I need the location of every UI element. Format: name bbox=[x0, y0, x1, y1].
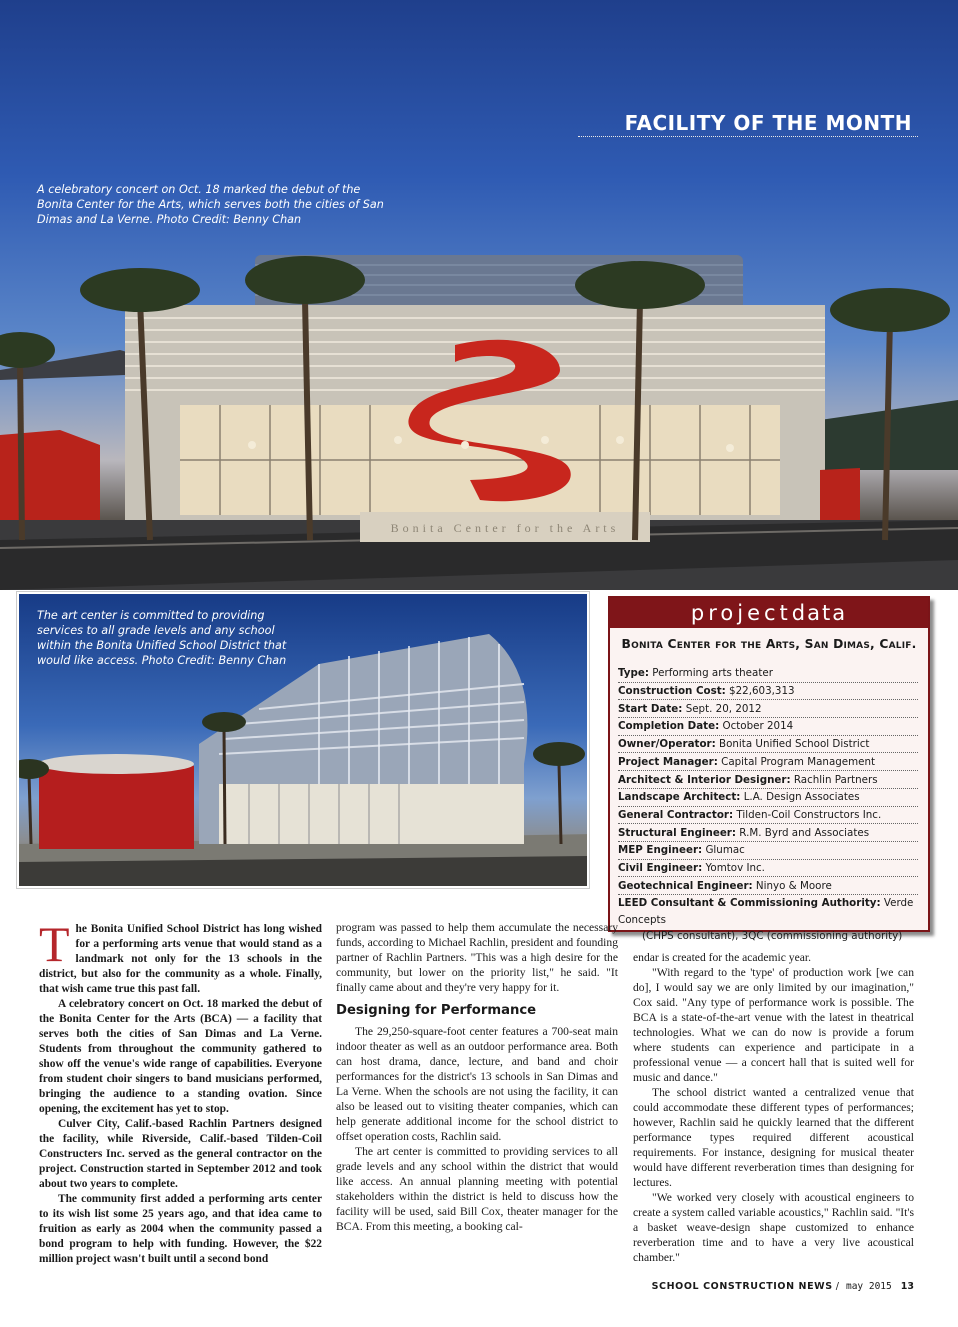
project-data-key: Project Manager: bbox=[618, 755, 718, 768]
hero-photo bbox=[0, 0, 958, 590]
article-paragraph: The 29,250-square-foot center features a 700-seat main indoor theater as well as an outdoor performance area. Both can host drama, dance, lecture, and band and choir performances for the district's 13 schools in San Dimas and La Verne. When the schools are not using the facility, it can also be leased out to visiting theater companies, which can help generate additional income for the school district to offset operation costs, Rachlin said. bbox=[336, 1025, 618, 1143]
project-data-key: Structural Engineer: bbox=[618, 826, 737, 839]
article-paragraph: "We worked very closely with acoustical engineers to create a system called variable acoustics," Rachlin said. "It's a basket weave-design shape customized to enhance reverberation time and to have a very live acoustical chamber." bbox=[633, 1191, 914, 1264]
building-sign: Bonita Center for the Arts bbox=[390, 521, 620, 535]
project-data-key: General Contractor: bbox=[618, 808, 734, 821]
page-number: 13 bbox=[900, 1281, 914, 1292]
page-footer bbox=[652, 1281, 914, 1292]
project-name: Bonita Center for the Arts, San Dimas, Calif. bbox=[621, 637, 917, 651]
article-paragraph: Culver City, Calif.-based Rachlin Partners designed the facility, while Riverside, Calif.-based Tilden-Coil Constructers Inc. served as the general contractor on the project. Construction started in September 2012 and took about two years to complete. bbox=[39, 1118, 322, 1190]
project-data-value: October 2014 bbox=[722, 720, 794, 733]
project-data-value: Sept. 20, 2012 bbox=[685, 702, 762, 715]
project-data-header bbox=[610, 598, 928, 628]
hero-caption: A celebratory concert on Oct. 18 marked the debut of the Bonita Center for the Arts, which serves both the cities of San Dimas and La Verne. Photo Credit: Benny Chan bbox=[37, 183, 384, 226]
project-data-value: Yomtov Inc. bbox=[705, 861, 765, 874]
project-data-row bbox=[618, 860, 918, 878]
article-paragraph: "With regard to the 'type' of production work [we can do], I would say we are only limited by our imagination," Cox said. "Any type of performance work is possible. The BCA is a state-of-the-art venue with the latest in theatrical technologies. What we can do now is provide a forum where students can experience and participate in a professional venue — a concert hall that is suited well for music and dance." bbox=[633, 966, 914, 1084]
issue-date: may 2015 bbox=[845, 1281, 892, 1292]
project-data-key: Owner/Operator: bbox=[618, 738, 716, 751]
project-data-list bbox=[610, 665, 928, 944]
project-data-header-a: project bbox=[690, 601, 792, 625]
inset-caption: The art center is committed to providing services to all grade levels and any school within the Bonita Unified School District that would like access. Photo Credit: Benny Chan bbox=[37, 609, 287, 667]
publication-name: SCHOOL CONSTRUCTION NEWS bbox=[651, 1281, 833, 1292]
project-data-value: R.M. Byrd and Associates bbox=[739, 826, 870, 839]
project-data-row bbox=[618, 824, 918, 842]
project-data-value-continued: (CHPS consultant), 3QC (commissioning authority) bbox=[642, 929, 903, 942]
project-data-key: Type: bbox=[618, 667, 649, 680]
article-column-2 bbox=[336, 920, 618, 1234]
article-subhead: Designing for Performance bbox=[336, 1003, 537, 1018]
project-data-row bbox=[618, 736, 918, 754]
article-paragraph: endar is created for the academic year. bbox=[633, 951, 811, 964]
project-data-value: Ninyo & Moore bbox=[755, 879, 832, 892]
project-data-value: Tilden-Coil Constructors Inc. bbox=[736, 808, 882, 821]
article-paragraph: The school district wanted a centralized venue that could accommodate these different types of performances; however, Rachlin said he quickly learned that the different performance types required different acoustical requirements. For instance, designing for musical theater would have different reverberation times than designing for lectures. bbox=[633, 1086, 914, 1189]
project-data-value: Capital Program Management bbox=[721, 755, 876, 768]
article-paragraph: program was passed to help them accumulate the necessary funds, according to Michael Rachlin, president and founding partner of Rachlin Partners. "This was a high desire for the community, but lower on the priority list," he said. "It finally came about and they're very happy for it. bbox=[336, 921, 618, 994]
article-paragraph: The Bonita Unified School District has long wished for a performing arts venue that would stand as a landmark not only for the 13 schools in the district, but also for the community as a whole. Finally, that wish came true this past fall. bbox=[39, 916, 322, 995]
project-data-row bbox=[618, 895, 918, 944]
project-data-value: Rachlin Partners bbox=[793, 773, 878, 786]
article-paragraph: The art center is committed to providing services to all grade levels and any school within the district that would like access. An annual planning meeting with potential stakeholders within the district is held to discuss how the facility will be used, said Bill Cox, theater manager for the BCA. From this meeting, a booking cal- bbox=[336, 1145, 618, 1233]
project-data-key: Landscape Architect: bbox=[618, 791, 741, 804]
project-data-value: Bonita Unified School District bbox=[719, 738, 870, 751]
project-data-row bbox=[618, 700, 918, 718]
project-data-value: Performing arts theater bbox=[652, 667, 773, 680]
project-data-key: Construction Cost: bbox=[618, 685, 726, 698]
project-data-value: Verde Concepts bbox=[618, 897, 914, 926]
article-paragraph: The community first added a performing arts center to its wish list some 25 years ago, and that idea came to fruition as early as 2004 when the community passed a bond program to help with funding. However, the $22 million project wasn't built until a second bond bbox=[39, 1193, 322, 1265]
project-data-row bbox=[618, 842, 918, 860]
section-title-rule bbox=[578, 136, 918, 137]
project-data-box bbox=[608, 596, 930, 942]
project-data-row bbox=[618, 807, 918, 825]
project-data-row bbox=[618, 789, 918, 807]
article-paragraph: A celebratory concert on Oct. 18 marked the debut of the Bonita Center for the Arts (BCA) — a facility that serves both the cities of San Dimas and La Verne. Students from throughout the community gathered to show off the venue's wide range of capabilities. Everyone from student choir singers to band musicians performed, bringing the audience to a standing ovation. Since opening, the excitement has yet to stop. bbox=[39, 998, 322, 1115]
project-data-key: Start Date: bbox=[618, 702, 683, 715]
project-data-key: MEP Engineer: bbox=[618, 844, 703, 857]
project-data-value: $22,603,313 bbox=[729, 685, 795, 698]
section-title: FACILITY OF THE MONTH bbox=[624, 111, 912, 135]
project-data-row bbox=[618, 877, 918, 895]
project-data-row bbox=[618, 665, 918, 683]
project-data-row bbox=[618, 683, 918, 701]
project-data-key: LEED Consultant & Commissioning Authority: bbox=[618, 897, 881, 910]
project-data-value: L.A. Design Associates bbox=[743, 791, 860, 804]
project-data-value: Glumac bbox=[705, 844, 745, 857]
project-data-row bbox=[618, 718, 918, 736]
project-data-row bbox=[618, 753, 918, 771]
project-data-row bbox=[618, 771, 918, 789]
project-data-header-b: data bbox=[791, 601, 848, 625]
article-column-1 bbox=[39, 916, 322, 1267]
project-data-key: Completion Date: bbox=[618, 720, 720, 733]
footer-separator: / bbox=[835, 1281, 839, 1292]
project-data-key: Civil Engineer: bbox=[618, 861, 703, 874]
article-column-3 bbox=[633, 950, 914, 1265]
building-illustration bbox=[0, 0, 958, 590]
project-data-key: Architect & Interior Designer: bbox=[618, 773, 791, 786]
drop-cap: T bbox=[39, 916, 70, 972]
project-data-key: Geotechnical Engineer: bbox=[618, 879, 753, 892]
